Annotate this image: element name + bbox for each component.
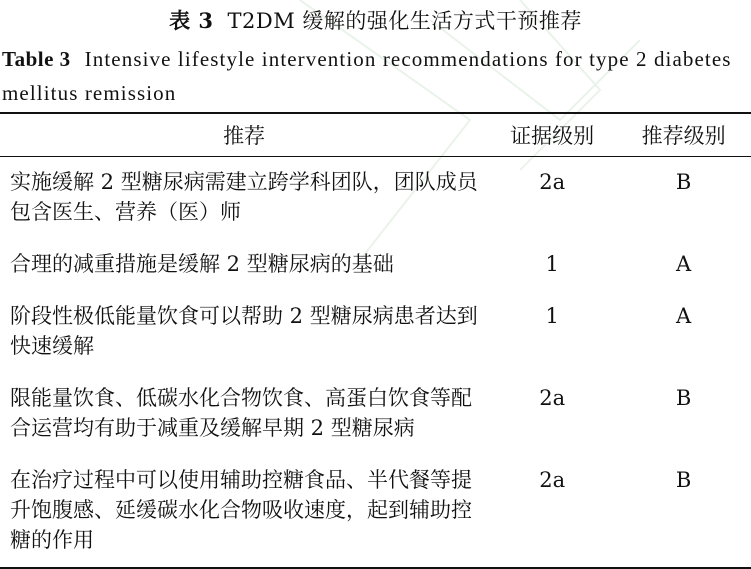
recommendation-grade-cell: B <box>675 170 692 194</box>
table-row <box>0 239 751 291</box>
table-label-english: Table 3 <box>2 47 71 71</box>
table-row <box>0 373 751 455</box>
recommendation-grade-cell: B <box>675 468 692 492</box>
table-row <box>0 157 751 240</box>
header-evidence-level: 证据级别 <box>510 124 595 148</box>
table-caption-chinese <box>0 6 751 36</box>
header-recommendation-grade: 推荐级别 <box>641 124 726 148</box>
table-row <box>0 291 751 373</box>
recommendation-grade-cell: B <box>675 386 692 410</box>
table-row <box>0 455 751 568</box>
recommendation-grade-cell: A <box>676 304 692 328</box>
recommendation-cell: 在治疗过程中可以使用辅助控糖食品、半代餐等提升饱腹感、延缓碳水化合物吸收速度，起到辅助控糖的作用 <box>10 468 472 552</box>
table-caption-english <box>2 42 749 110</box>
table-header-row <box>0 113 751 157</box>
recommendation-cell: 阶段性极低能量饮食可以帮助 2 型糖尿病患者达到快速缓解 <box>10 304 478 358</box>
table-title-english: Intensive lifestyle intervention recommendations for type 2 diabetes mellitus remission <box>2 47 732 105</box>
table-label-chinese: 表 3 <box>169 8 214 33</box>
evidence-level-cell: 1 <box>545 252 559 276</box>
evidence-level-cell: 2a <box>539 386 566 410</box>
header-recommendation: 推荐 <box>223 124 266 148</box>
table-title-chinese: T2DM 缓解的强化生活方式干预推荐 <box>227 9 582 33</box>
recommendation-cell: 合理的减重措施是缓解 2 型糖尿病的基础 <box>10 252 394 276</box>
recommendation-table <box>0 112 751 569</box>
evidence-level-cell: 2a <box>539 170 566 194</box>
recommendation-cell: 实施缓解 2 型糖尿病需建立跨学科团队，团队成员包含医生、营养（医）师 <box>10 170 478 224</box>
evidence-level-cell: 2a <box>539 468 566 492</box>
recommendation-cell: 限能量饮食、低碳水化合物饮食、高蛋白饮食等配合运营均有助于减重及缓解早期 2 型糖尿病 <box>10 386 472 440</box>
evidence-level-cell: 1 <box>545 304 559 328</box>
recommendation-grade-cell: A <box>676 252 692 276</box>
